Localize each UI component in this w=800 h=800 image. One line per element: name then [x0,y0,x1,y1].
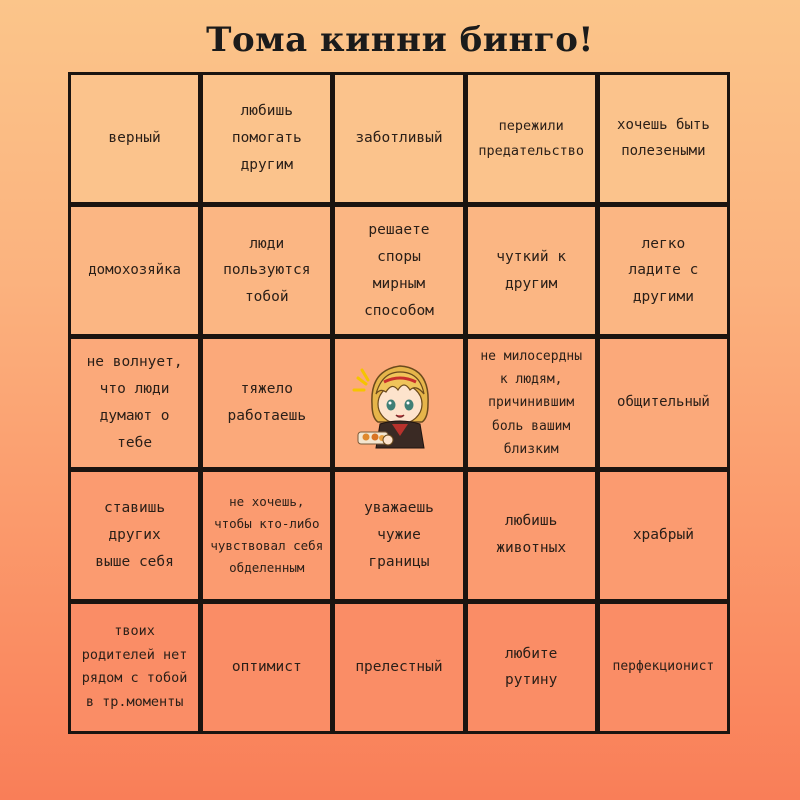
bingo-cell-3-0[interactable] [71,472,198,599]
bingo-cell-label: заботливый [355,130,443,147]
bingo-cell-label: решаете споры мирным способом [364,222,434,319]
bingo-cell-label: не волнует, что люди думают о тебе [86,354,183,451]
bingo-cell-label: чуткий к другим [496,248,567,292]
bingo-cell-label: ставишь других выше себя [95,499,174,570]
bingo-cell-1-2[interactable] [335,207,462,334]
bingo-grid [68,72,730,734]
bingo-cell-2-0[interactable] [71,339,198,466]
bingo-cell-label: хочешь быть полезеными [617,116,710,159]
bingo-cell-label: оптимист [231,658,302,675]
bingo-cell-3-2[interactable] [335,472,462,599]
bingo-cell-label: пережили предательство [478,117,585,159]
bingo-cell-1-4[interactable] [600,207,727,334]
bingo-cell-3-4[interactable] [600,472,727,599]
bingo-cell-3-3[interactable] [468,472,595,599]
bingo-cell-label: не милосердны к людям, причинившим боль вашим близким [480,348,583,458]
bingo-cell-2-1[interactable] [203,339,330,466]
bingo-cell-label: любишь животных [496,513,567,557]
bingo-cell-4-0[interactable] [71,604,198,731]
bingo-cell-0-1[interactable] [203,75,330,202]
bingo-cell-4-3[interactable] [468,604,595,731]
bingo-cell-label: перфекционист [612,659,715,675]
bingo-cell-label: общительный [617,394,710,411]
bingo-cell-0-2[interactable] [335,75,462,202]
bingo-cell-0-0[interactable] [71,75,198,202]
bingo-cell-label: не хочешь, чтобы кто-либо чувствовал себя обделенным [210,494,324,576]
bingo-cell-label: храбрый [632,526,694,543]
bingo-cell-4-4[interactable] [600,604,727,731]
bingo-cell-4-2[interactable] [335,604,462,731]
bingo-cell-1-3[interactable] [468,207,595,334]
bingo-cell-label: люди пользуются тобой [223,235,311,306]
bingo-cell-label: уважаешь чужие границы [364,499,434,570]
bingo-cell-2-4[interactable] [600,339,727,466]
bingo-cell-label: любите рутину [505,645,558,689]
bingo-cell-3-1[interactable] [203,472,330,599]
bingo-cell-0-4[interactable] [600,75,727,202]
page-title: Тома кинни бинго! [206,20,594,60]
bingo-center-cell[interactable] [335,339,462,466]
chibi-character-icon [344,339,454,466]
bingo-cell-label: домохозяйка [88,261,181,278]
bingo-cell-label: верный [108,130,161,147]
bingo-cell-label: тяжело работаешь [227,381,307,424]
bingo-cell-1-1[interactable] [203,207,330,334]
bingo-cell-4-1[interactable] [203,604,330,731]
bingo-cell-label: прелестный [355,658,443,675]
bingo-cell-label: легко ладите с другими [628,235,699,306]
bingo-cell-0-3[interactable] [468,75,595,202]
bingo-cell-label: любишь помогать другим [231,103,302,173]
bingo-cell-2-3[interactable] [468,339,595,466]
bingo-cell-label: твоих родителей нет рядом с тобой в тр.моменты [81,623,188,711]
bingo-cell-1-0[interactable] [71,207,198,334]
